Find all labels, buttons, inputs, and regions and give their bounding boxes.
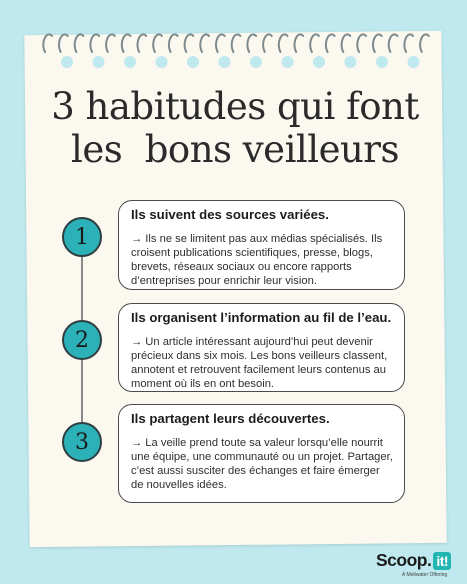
habit-description: → Ils ne se limitent pas aux médias spécialisés. Ils croisent publications scientifiques, presse, blogs, brevets, réseaux sociaux ou encore rapports d’entreprises pour enrichir leur vision.	[131, 233, 383, 288]
binding-hole	[93, 56, 105, 68]
title-line-2: les bons veilleurs	[71, 127, 399, 171]
habit-card-1	[118, 200, 405, 290]
spiral-coil	[59, 34, 68, 52]
spiral-coil	[106, 34, 115, 52]
spiral-coil	[404, 34, 413, 52]
spiral-coil	[169, 34, 178, 52]
spiral-coil	[357, 34, 366, 52]
spiral-coil	[122, 34, 131, 52]
spiral-coil	[90, 34, 99, 52]
spiral-coil	[43, 34, 52, 52]
spiral-coil	[185, 34, 194, 52]
spiral-coil	[75, 34, 84, 52]
step-number-1: 1	[62, 217, 102, 257]
page-title	[40, 86, 430, 172]
spiral-coil	[263, 34, 272, 52]
spiral-coil	[232, 34, 241, 52]
binding-hole	[408, 56, 420, 68]
binding-hole	[282, 56, 294, 68]
spiral-coil	[373, 34, 382, 52]
habit-heading: Ils organisent l’information au fil de l’eau.	[131, 310, 392, 325]
spiral-coil	[420, 34, 429, 52]
binding-hole	[250, 56, 262, 68]
binding-hole	[313, 56, 325, 68]
step-number-3: 3	[62, 422, 102, 462]
habit-card-3	[118, 404, 405, 503]
binding-hole	[124, 56, 136, 68]
habit-heading: Ils partagent leurs découvertes.	[131, 411, 330, 426]
logo-name: Scoop.	[376, 550, 432, 570]
spiral-coil	[279, 34, 288, 52]
spiral-coil	[216, 34, 225, 52]
step-number-2: 2	[62, 320, 102, 360]
binding-hole	[156, 56, 168, 68]
spiral-coil	[342, 34, 351, 52]
spiral-coil	[310, 34, 319, 52]
habit-description: → La veille prend toute sa valeur lorsqu’elle nourrit une équipe, une communauté ou un projet. Partager, c’est aussi susciter des échanges et faire émerger de nouvelles idées.	[131, 437, 393, 492]
binding-hole	[345, 56, 357, 68]
habit-description: → Un article intéressant aujourd’hui peut devenir précieux dans six mois. Les bons veilleurs classent, annotent et retrouvent facilement leurs contenus au moment où ils en ont besoin.	[131, 336, 388, 391]
spiral-coil	[389, 34, 398, 52]
title-line-1: 3 habitudes qui font	[51, 85, 419, 128]
habit-heading: Ils suivent des sources variées.	[131, 207, 329, 222]
spiral-binding	[37, 22, 437, 92]
spiral-coil	[294, 34, 303, 52]
binding-hole	[187, 56, 199, 68]
binding-hole	[61, 56, 73, 68]
spiral-coil	[137, 34, 146, 52]
logo-badge: it!	[433, 552, 451, 570]
binding-hole	[219, 56, 231, 68]
spiral-coil	[153, 34, 162, 52]
habit-card-2	[118, 303, 405, 392]
spiral-coil	[200, 34, 209, 52]
scoopit-logo	[376, 550, 458, 580]
binding-hole	[376, 56, 388, 68]
spiral-coil	[326, 34, 335, 52]
spiral-coil	[247, 34, 256, 52]
logo-tagline: A Meltwater Offering	[402, 572, 448, 578]
